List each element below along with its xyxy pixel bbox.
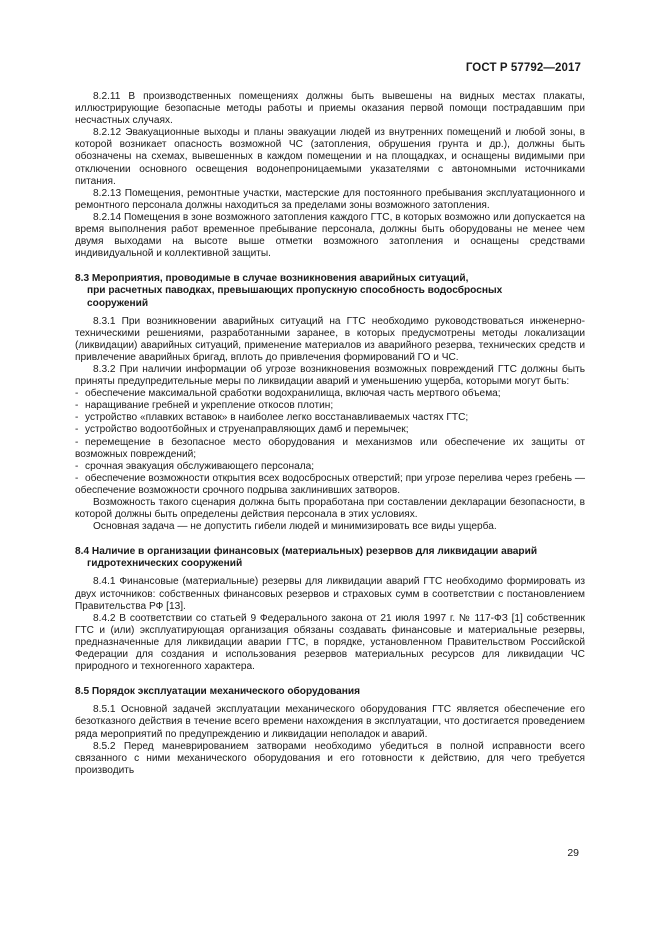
section-heading-line: 8.3 Мероприятия, проводимые в случае возникновения аварийных ситуаций, [75, 273, 469, 285]
list-item [75, 424, 585, 436]
list-item [75, 412, 585, 424]
section-heading [75, 546, 585, 570]
list-item [75, 473, 585, 497]
section-heading [75, 273, 585, 309]
section-heading-line: при расчетных паводках, превышающих пропускную способность водосбросных [87, 285, 503, 297]
paragraph: 8.3.1 При возникновении аварийных ситуаций на ГТС необходимо руководствоваться инженерно-техническими решениями, разработанными заранее, в которых предусмотрены методы локализации (ликвидации) аварийных ситуаций, применение материалов из аварийного резерва, технических средств и привлечение аварийных бригад, вплоть до привлечения формирований ГО и ЧС. [75, 315, 585, 363]
list-dash: - [75, 424, 79, 436]
paragraph: 8.2.14 Помещения в зоне возможного затопления каждого ГТС, в которых возможно или допускается на время выполнения работ временное пребывание персонала, должны быть оборудованы не менее чем двумя выходами на высоте выше отметки возможного затопления и оснащены средствами индивидуальной и коллективной защиты. [75, 211, 585, 260]
list-item [75, 400, 585, 412]
document-body [75, 91, 585, 777]
list-item-text: наращивание гребней и укрепление откосов плотин; [85, 400, 334, 412]
section-heading-line: 8.5 Порядок эксплуатации механического оборудования [75, 686, 361, 698]
section-heading-line: сооружений [87, 297, 149, 309]
section-heading-line: 8.4 Наличие в организации финансовых (материальных) резервов для ликвидации аварий [75, 546, 538, 558]
list-dash: - [75, 400, 79, 412]
paragraph: 8.5.2 Перед маневрированием затворами необходимо убедиться в полной исправности всего связанного с ними механического оборудования и его готовности к действию, для чего требуется производить [75, 740, 585, 776]
list-item-text: обеспечение максимальной сработки водохранилища, включая часть мертвого объема; [85, 388, 501, 400]
standard-designation: ГОСТ Р 57792—2017 [465, 62, 581, 74]
paragraph: 8.2.13 Помещения, ремонтные участки, мастерские для постоянного пребывания эксплуатационного и ремонтного персонала должны находиться за пределами зоны возможного затопления. [75, 187, 585, 211]
list-dash: - [75, 472, 79, 484]
list-item-text: обеспечение возможности открытия всех водосбросных отверстий; при угрозе перелива через гребень — обеспечение возможности срочного подрыва заклинивших затворов. [75, 472, 585, 496]
paragraph: Возможность такого сценария должна быть проработана при составлении декларации безопасности, в которой должны быть определены действия персонала в этих условиях. [75, 497, 585, 521]
list-item [75, 461, 585, 473]
list-item-text: устройство водоотбойных и струенаправляющих дамб и перемычек; [85, 424, 409, 436]
paragraph: 8.2.11 В производственных помещениях должны быть вывешены на видных местах плакаты, иллюстрирующие безопасные методы работы и приемы оказания первой помощи пострадавшим при несчастных случаях. [75, 91, 585, 127]
list-item [75, 388, 585, 400]
paragraph: 8.5.1 Основной задачей эксплуатации механического оборудования ГТС является обеспечение его безотказного действия в течение всего времени нахождения в эксплуатации, что достигается проведением ряда мероприятий по предупреждению и ликвидации неполадок и аварий. [75, 704, 585, 740]
paragraph: 8.2.12 Эвакуационные выходы и планы эвакуации людей из внутренних помещений и любой зоны, в которой возникает опасность возможной ЧС (затопления, обрушения грунта и др.), должны быть обозначены на схемах, вывешенных в каждом помещении и на площадках, и оснащены видимыми при отключении основного освещения водонепроницаемыми указателями с автономными источниками питания. [75, 127, 585, 187]
list-item [75, 437, 585, 461]
paragraph: Основная задача — не допустить гибели людей и минимизировать все виды ущерба. [93, 521, 497, 533]
list-item-text: перемещение в безопасное место оборудования и механизмов или обеспечение их защиты от возможных повреждений; [75, 436, 585, 460]
list-dash: - [75, 436, 79, 448]
section-heading-line: гидротехнических сооружений [87, 558, 243, 570]
paragraph: 8.4.1 Финансовые (материальные) резервы для ликвидации аварий ГТС необходимо формировать из двух источников: собственных финансовых резервов и страховых сумм в соответствии с постановлением Правительства РФ [13]. [75, 576, 585, 612]
list-dash: - [75, 388, 79, 400]
list-item-text: устройство «плавких вставок» в наиболее легко восстанавливаемых частях ГТС; [85, 412, 469, 424]
paragraph: 8.4.2 В соответствии со статьей 9 Федерального закона от 21 июля 1997 г. № 117-ФЗ [1] собственник ГТС и (или) эксплуатирующая организация обязаны создавать финансовые и материальные резервы, предназначенные для ликвидации аварии ГТС, в порядке, установленном Правительством Российской Федерации для создания и использования резервов материальных ресурсов для ликвидации ЧС природного и техногенного характера. [75, 612, 585, 673]
paragraph: 8.3.2 При наличии информации об угрозе возникновения возможных повреждений ГТС должны быть приняты предупредительные меры по ликвидации аварий и уменьшению ущерба, которыми могут быть: [75, 363, 585, 388]
section-heading [75, 686, 585, 698]
list-dash: - [75, 412, 79, 424]
list-item-text: срочная эвакуация обслуживающего персонала; [85, 460, 315, 472]
list-dash: - [75, 460, 79, 472]
page-number: 29 [567, 847, 579, 859]
